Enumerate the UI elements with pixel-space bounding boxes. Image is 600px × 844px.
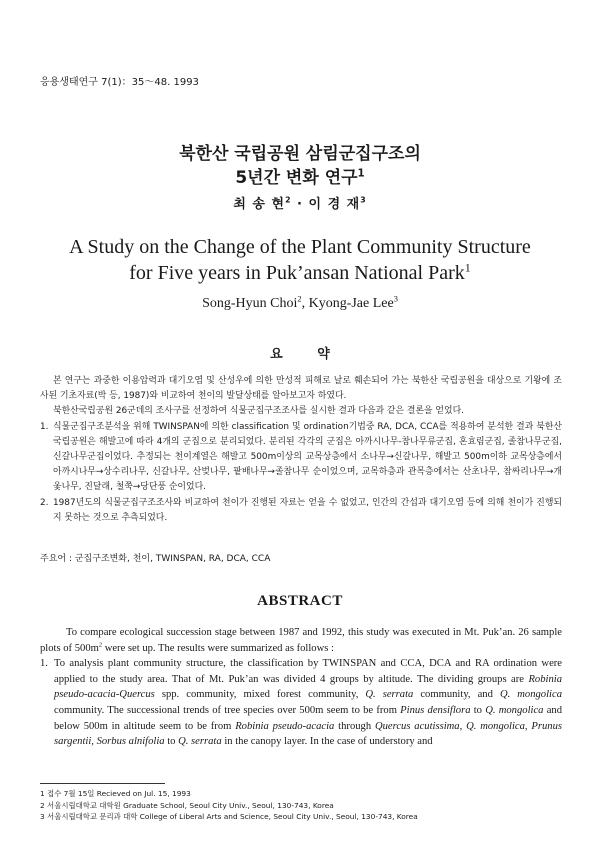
summary-item-2	[40, 496, 562, 526]
english-title-line-2-text: for Five years in Puk’ansan National Park	[129, 262, 465, 284]
abstract-text-segment: spp. community, mixed forest community,	[154, 689, 366, 701]
abstract-text-segment: and below 500m in altitude seem to be from	[54, 704, 562, 732]
journal-citation: 응용생태연구 7(1)：35～48. 1993	[40, 77, 199, 88]
korean-authors	[0, 193, 600, 212]
abstract-text-segment: community, and	[413, 689, 500, 701]
footnote-3: 3 서울시립대학교 문리과 대학 College of Liberal Arts and Science, Seoul City Univ., Seoul, 130-743, Korea	[40, 812, 418, 822]
korean-author-1-footnote-mark: 2	[285, 195, 292, 205]
abstract-species-name: Q. mongolica	[485, 704, 544, 716]
summary-heading: 요 약	[270, 347, 330, 362]
footnote-divider	[40, 783, 165, 784]
abstract-body	[40, 625, 562, 750]
korean-author-separator: ·	[291, 197, 309, 212]
footnote-2: 2 서울시립대학교 대학원 Graduate School, Seoul City Univ., Seoul, 130-743, Korea	[40, 800, 334, 810]
abstract-species-name: Quercus acutissima, Q. mongolica, Prunus sargentii, Sorbus alnifolia	[54, 720, 562, 748]
abstract-paragraph-1-text-b: were set up. The results were summarized as follows :	[102, 642, 334, 654]
english-title-line-1: A Study on the Change of the Plant Community Structure	[69, 236, 531, 258]
english-authors	[0, 296, 600, 312]
abstract-text-segment: to	[470, 704, 486, 716]
summary-item-1	[40, 420, 562, 496]
abstract-species-name: Q. serrata	[178, 736, 222, 748]
abstract-species-name: Pinus densiflora	[400, 704, 471, 716]
abstract-superscript-2: 2	[98, 641, 103, 649]
abstract-heading: ABSTRACT	[257, 593, 343, 609]
english-author-separator: ,	[301, 296, 309, 311]
english-author-1-footnote-mark: 2	[297, 294, 302, 304]
abstract-item-1-text	[54, 656, 562, 750]
summary-paragraph-2: 북한산국립공원 26군데의 조사구를 선정하여 식물군집구조조사를 실시한 결과 다음과 같은 결론을 얻었다.	[53, 406, 464, 417]
abstract-item-1	[40, 656, 562, 750]
english-title-line-2	[0, 262, 600, 285]
summary-item-1-text: 식물군집구조분석을 위해 TWINSPAN에 의한 classification 및 ordination기법중 RA, DCA, CCA를 적용하여 분석한 결과 북한산 국립공원은 해발고에 따라 4개의 군집으로 분리되었다. 분리된 각각의 군집은 아까시나무-참나무류군집, 혼효림군집, 졸참나무군집, 신갈나무군집이었다. 추정되는 천이계열은 해발고 500m이상의 교목상층에서 소나무→신갈나무, 해발고 500m이하 교목상층에서 아까시나무→상수리나무, 신갈나무, 산벚나무, 팥배나무→졸참나무 순이었으며, 교목하층과 관목층에서는 산초나무, 참싸리나무→개옻나무, 진달래, 철쭉→당단풍 순이었다.	[53, 421, 562, 493]
summary-item-2-text: 1987년도의 식물군집구조조사와 비교하여 천이가 진행된 자료는 얻을 수 없었고, 인간의 간섭과 대기오염 등에 의해 천이가 진행되지 못하는 것으로 추측되었다.	[53, 497, 562, 523]
summary-item-2-number: 2.	[40, 497, 49, 508]
abstract-text-segment: through	[334, 720, 375, 732]
english-author-1: Song-Hyun Choi	[202, 296, 298, 311]
abstract-text-segment: community. The successional trends of tree species over 500m seem to be from	[54, 704, 401, 716]
summary-item-1-number: 1.	[40, 421, 49, 432]
keywords: 주요어 : 군집구조변화, 천이, TWINSPAN, RA, DCA, CCA	[40, 554, 271, 564]
english-author-2: Kyong-Jae Lee	[308, 296, 394, 311]
korean-author-2: 이 경 재	[308, 197, 361, 212]
abstract-text-segment: in the canopy layer. In the case of understory and	[221, 736, 433, 748]
korean-author-1: 최 송 현	[233, 197, 286, 212]
english-author-2-footnote-mark: 3	[393, 294, 398, 304]
abstract-species-name: Robinia pseudo-acacia-Quercus	[54, 673, 562, 701]
abstract-item-1-number: 1.	[40, 658, 48, 670]
abstract-text-segment: to	[164, 736, 179, 748]
english-title-footnote-mark: 1	[464, 260, 471, 275]
abstract-text-segment: To analysis plant community structure, the classification by TWINSPAN and CCA, DCA and RA ordination were applied to the study area. That of Mt. Puk’an was divided 4 groups by altitude. The dividing groups are	[54, 658, 562, 685]
abstract-species-name: Robinia pseudo-acacia	[235, 720, 335, 732]
korean-title-line-1: 북한산 국립공원 삼림군집구조의	[179, 144, 421, 164]
korean-title-footnote-mark: 1	[357, 168, 365, 180]
abstract-paragraph-1	[40, 625, 562, 656]
korean-summary	[40, 374, 562, 526]
abstract-paragraph-1-text-a: To compare ecological succession stage between 1987 and 1992, this study was executed in Mt. Puk’an. 26 sample plots of 500m	[40, 627, 562, 654]
korean-title-line-2	[0, 163, 600, 188]
abstract-species-name: Q. mongolica	[499, 689, 562, 701]
footnote-1: 1 접수 7월 15일 Recieved on Jul. 15, 1993	[40, 789, 191, 798]
abstract-species-name: Q. serrata	[365, 689, 414, 701]
footnotes	[40, 788, 570, 823]
korean-title-line-2-text: 5년간 변화 연구	[235, 168, 358, 188]
korean-author-2-footnote-mark: 3	[360, 195, 367, 205]
summary-paragraph-1: 본 연구는 과중한 이용압력과 대기오염 및 산성우에 의한 만성적 피해로 날로 훼손되어 가는 북한산 국립공원을 대상으로 기왕에 조사된 기초자료(박 등, 1987)와 비교하여 천이의 발달상태를 알아보고자 하였다.	[40, 376, 562, 402]
